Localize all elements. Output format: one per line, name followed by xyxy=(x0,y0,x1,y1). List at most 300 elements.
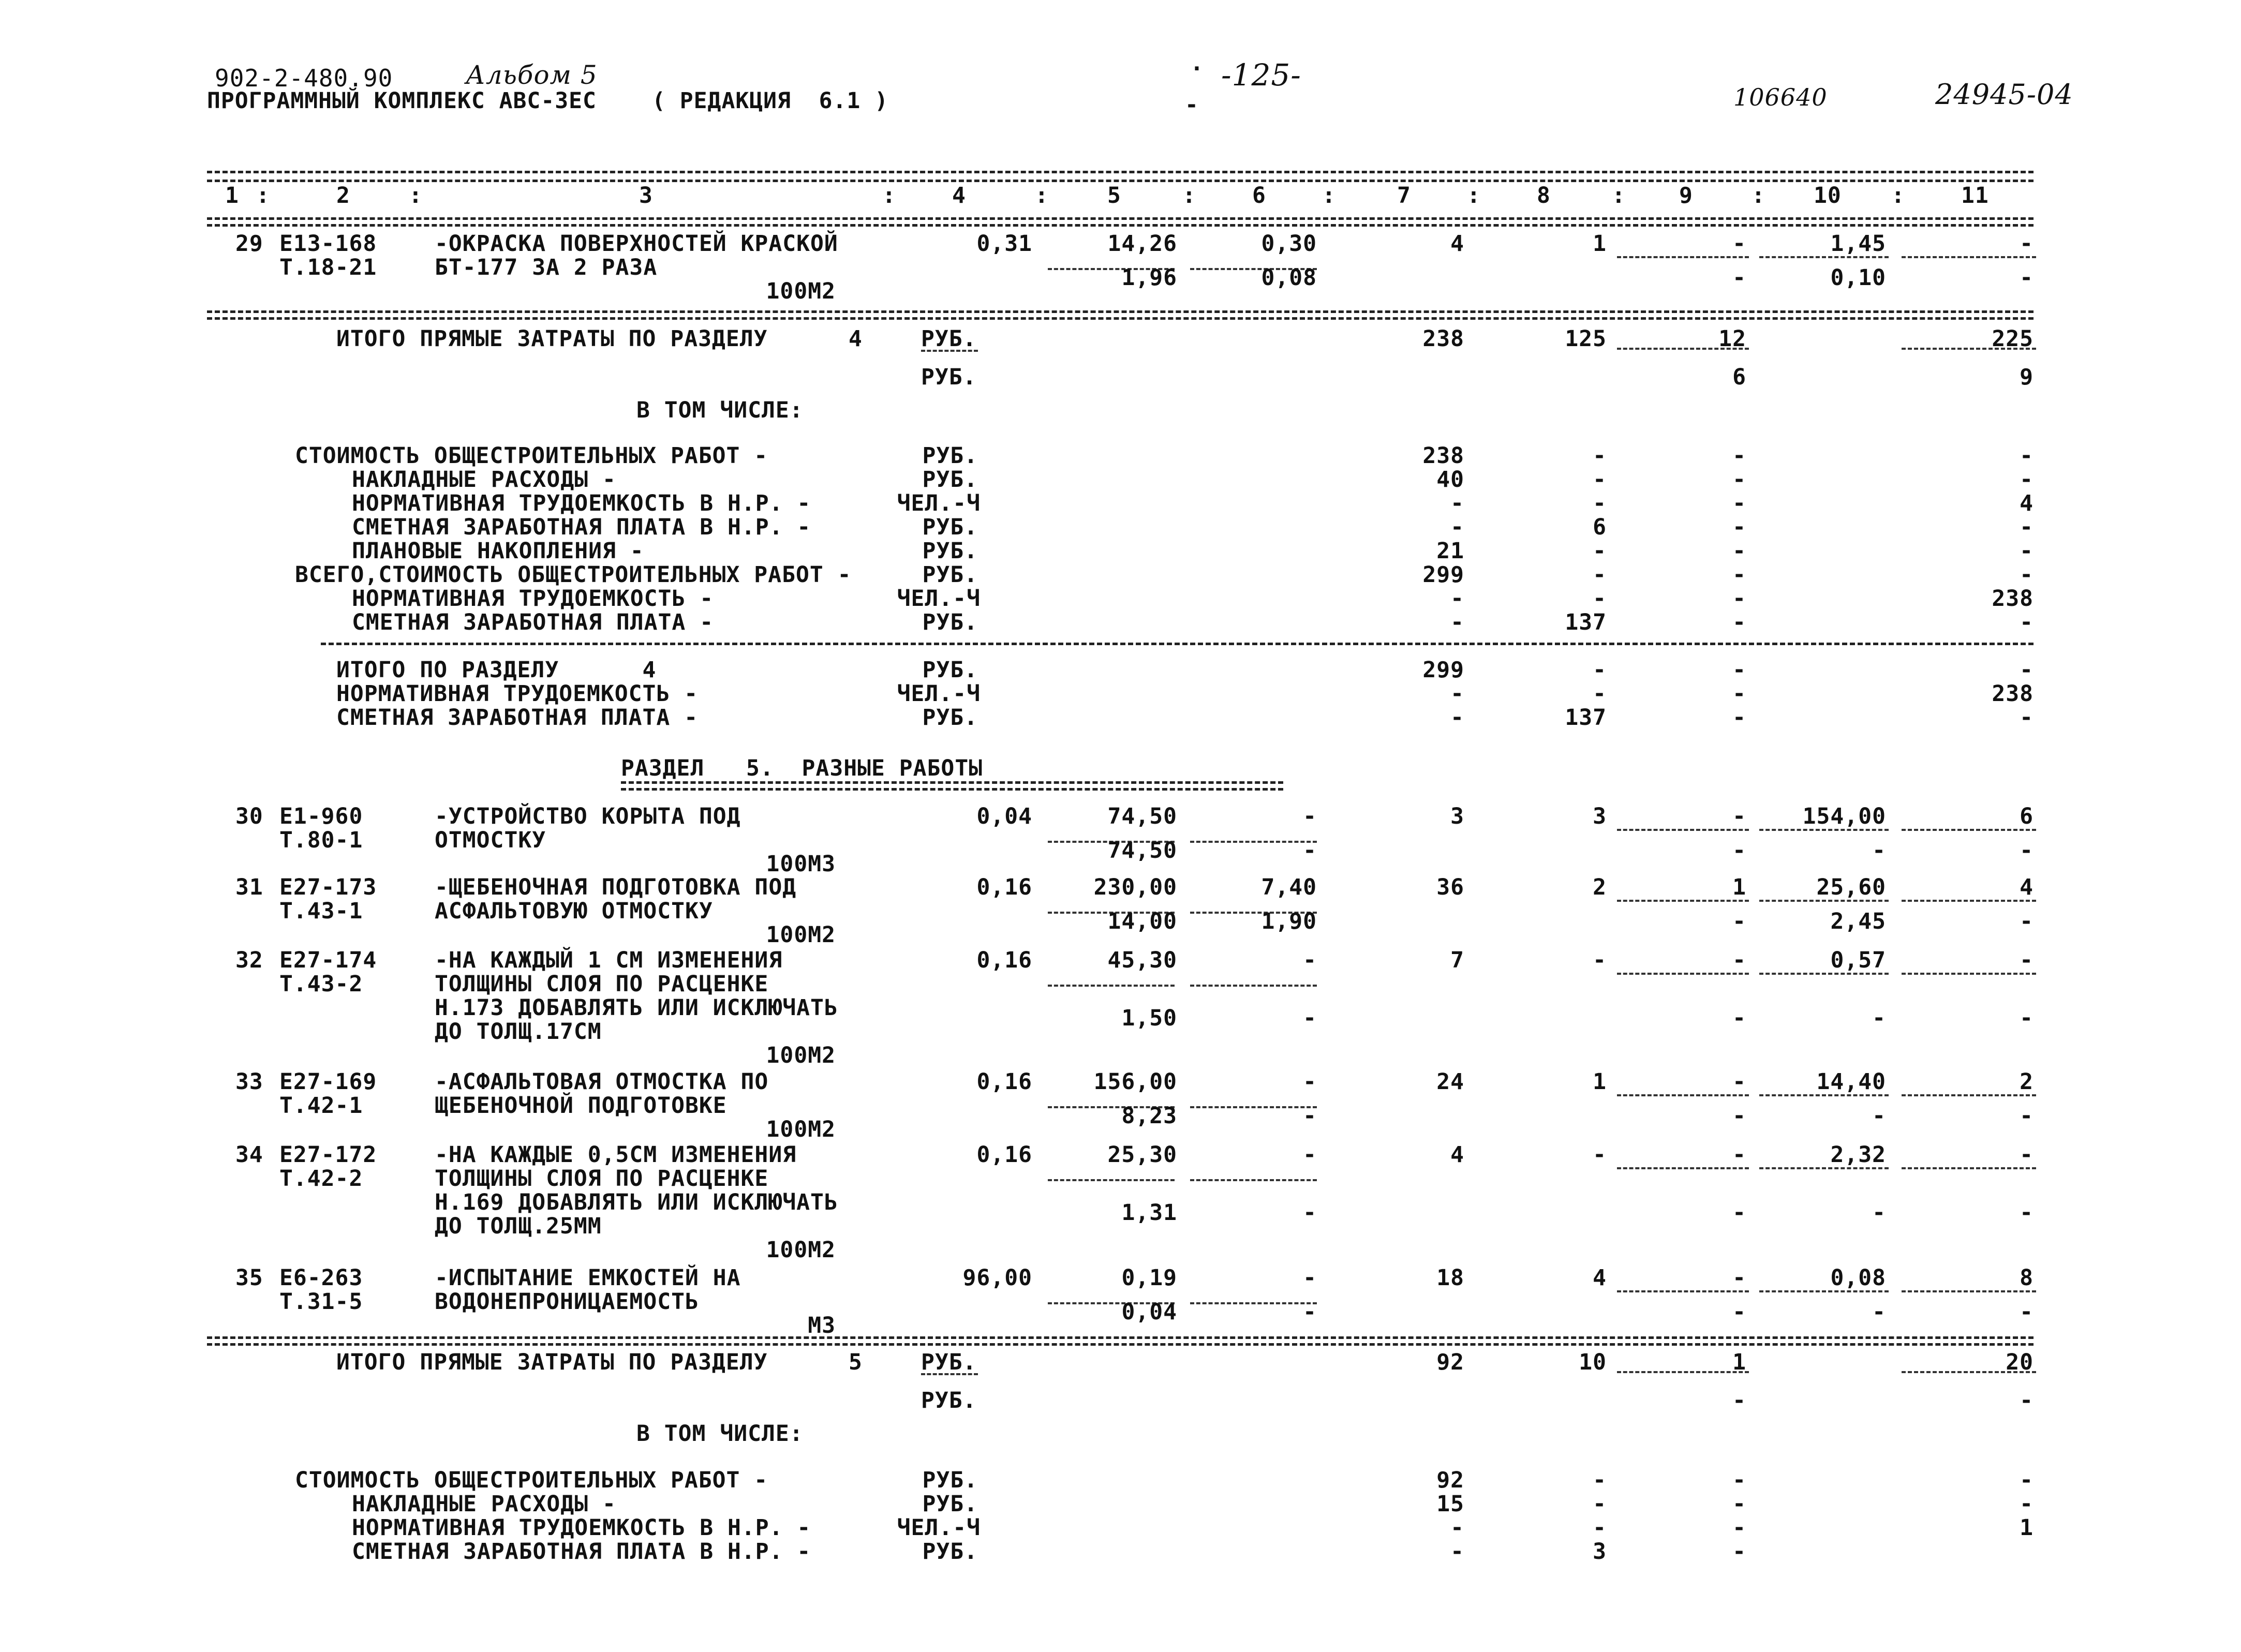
item-labor-total: - xyxy=(2020,1142,2034,1168)
summary-row-wage: - xyxy=(1593,443,1607,469)
column-subline xyxy=(1190,985,1317,987)
summary-row-label: НОРМАТИВНАЯ ТРУДОЕМКОСТЬ - xyxy=(352,586,714,612)
column-header-1: 1 xyxy=(225,183,239,209)
section-5-title-underline xyxy=(621,781,1283,791)
item-description: ТОЛЩИНЫ СЛОЯ ПО РАСЦЕНКЕ xyxy=(435,1166,769,1192)
item-quantity: 0,04 xyxy=(976,803,1032,829)
item-unit: М3 xyxy=(808,1313,836,1338)
column-subline xyxy=(1617,900,1749,902)
archive-code: 106640 xyxy=(1733,83,1828,111)
summary-row-unit: РУБ. xyxy=(922,1467,978,1493)
summary-row-labor: - xyxy=(2020,514,2034,540)
column-subline xyxy=(1617,973,1749,975)
column-subline xyxy=(1759,829,1889,831)
column-subline xyxy=(1617,1290,1749,1292)
column-subline xyxy=(1902,1290,2036,1292)
summary-row-wage: - xyxy=(1593,467,1607,493)
column-header-5: 5 xyxy=(1107,183,1121,209)
item-total-cost: 4 xyxy=(1450,1142,1464,1168)
item-machine-cost: - xyxy=(1303,947,1317,973)
item-labor-machine-total: - xyxy=(2020,1299,2034,1325)
summary-row-machine: - xyxy=(1732,538,1746,564)
item-labor-total: 8 xyxy=(2020,1265,2034,1291)
item-number: 35 xyxy=(235,1265,263,1291)
summary-row-label: НОРМАТИВНАЯ ТРУДОЕМКОСТЬ - xyxy=(336,681,699,707)
scan-mark: · xyxy=(1190,56,1204,82)
item-labor-norm: 0,08 xyxy=(1830,1265,1886,1291)
item-unit-wage: 74,50 xyxy=(1107,838,1177,864)
summary-row-label: НАКЛАДНЫЕ РАСХОДЫ - xyxy=(352,467,616,493)
unit-label: РУБ. xyxy=(921,364,977,390)
item-number: 31 xyxy=(235,874,263,900)
summary-row-unit: ЧЕЛ.-Ч xyxy=(897,490,981,516)
item-unit: 100М2 xyxy=(766,922,836,948)
item-description: ОТМОСТКУ xyxy=(435,827,546,853)
table-top-rule xyxy=(207,171,2034,173)
summary-row-unit: РУБ. xyxy=(922,1491,978,1517)
summary-row-wage: - xyxy=(1593,538,1607,564)
item-machine-wage-total: - xyxy=(1732,1200,1746,1226)
column-subline xyxy=(1048,985,1175,987)
direct-machine: 1 xyxy=(1732,1349,1746,1375)
unit-subline xyxy=(921,350,978,352)
section-number: 5 xyxy=(849,1349,863,1375)
item-machine-cost: - xyxy=(1303,1142,1317,1168)
summary-row-cost: - xyxy=(1450,609,1464,635)
unit-label: РУБ. xyxy=(921,326,977,352)
summary-row-machine: - xyxy=(1732,1467,1746,1493)
item-wage-total: 1 xyxy=(1593,1069,1607,1095)
column-header-4: 4 xyxy=(952,183,966,209)
item-number: 34 xyxy=(235,1142,263,1168)
section-number: 4 xyxy=(849,326,863,352)
item-description: Н.173 ДОБАВЛЯТЬ ИЛИ ИСКЛЮЧАТЬ xyxy=(435,995,838,1021)
item-labor-norm-machine: 2,45 xyxy=(1830,909,1886,934)
unit-label: РУБ. xyxy=(921,1349,977,1375)
item-description: Н.169 ДОБАВЛЯТЬ ИЛИ ИСКЛЮЧАТЬ xyxy=(435,1189,838,1215)
summary-row-unit: РУБ. xyxy=(922,705,978,731)
column-separator: : xyxy=(1891,183,1905,209)
summary-row-cost: - xyxy=(1450,681,1464,707)
column-subline xyxy=(1190,1179,1317,1181)
summary-row-machine: - xyxy=(1732,705,1746,731)
column-subline xyxy=(1190,1302,1317,1304)
item-code: Е27-172 xyxy=(279,1142,377,1168)
item-machine-wage: 0,08 xyxy=(1261,265,1317,291)
item-unit-cost: 74,50 xyxy=(1107,803,1177,829)
summary-row-label: СМЕТНАЯ ЗАРАБОТНАЯ ПЛАТА - xyxy=(352,609,714,635)
summary-row-machine: - xyxy=(1732,586,1746,612)
item-unit-wage: 1,96 xyxy=(1121,265,1177,291)
item-labor-norm-machine: 0,10 xyxy=(1830,265,1886,291)
item-machine-wage: - xyxy=(1303,1299,1317,1325)
summary-row-unit: РУБ. xyxy=(922,609,978,635)
item-unit-cost: 0,19 xyxy=(1121,1265,1177,1291)
summary-row-unit: ЧЕЛ.-Ч xyxy=(897,586,981,612)
item-wage-total: 4 xyxy=(1593,1265,1607,1291)
summary-row-machine: - xyxy=(1732,1539,1746,1565)
summary-row-label: СМЕТНАЯ ЗАРАБОТНАЯ ПЛАТА В Н.Р. - xyxy=(352,514,811,540)
summary-row-label: ВСЕГО,СТОИМОСТЬ ОБЩЕСТРОИТЕЛЬНЫХ РАБОТ - xyxy=(295,562,852,588)
item-labor-total: 4 xyxy=(2020,874,2034,900)
section-rule xyxy=(207,310,2034,320)
item-description: -ЩЕБЕНОЧНАЯ ПОДГОТОВКА ПОД xyxy=(435,874,797,900)
summary-row-label: НОРМАТИВНАЯ ТРУДОЕМКОСТЬ В Н.Р. - xyxy=(352,490,811,516)
column-separator: : xyxy=(1752,183,1765,209)
item-table-ref: Т.80-1 xyxy=(279,827,363,853)
item-labor-total: 6 xyxy=(2020,803,2034,829)
summary-row-wage: - xyxy=(1593,657,1607,683)
column-subline xyxy=(1902,256,2036,258)
summary-row-machine: - xyxy=(1732,609,1746,635)
item-total-cost: 36 xyxy=(1436,874,1464,900)
item-description: ДО ТОЛЩ.25ММ xyxy=(435,1213,602,1239)
summary-row-label: СМЕТНАЯ ЗАРАБОТНАЯ ПЛАТА - xyxy=(336,705,699,731)
item-machine-cost: - xyxy=(1303,1265,1317,1291)
section-direct-costs-label: ИТОГО ПРЯМЫЕ ЗАТРАТЫ ПО РАЗДЕЛУ xyxy=(336,1349,768,1375)
item-machine-total: - xyxy=(1732,803,1746,829)
item-description: -АСФАЛЬТОВАЯ ОТМОСТКА ПО xyxy=(435,1069,769,1095)
column-separator: : xyxy=(1467,183,1481,209)
item-quantity: 96,00 xyxy=(962,1265,1032,1291)
column-subline xyxy=(1190,841,1317,843)
unit-label: РУБ. xyxy=(921,1388,977,1413)
table-top-rule xyxy=(207,180,2034,182)
column-subline xyxy=(1902,973,2036,975)
column-header-11: 11 xyxy=(1961,183,1989,209)
direct-labor-machine: 9 xyxy=(2020,364,2034,390)
item-number: 29 xyxy=(235,231,263,257)
summary-row-unit: РУБ. xyxy=(922,467,978,493)
item-labor-machine-total: - xyxy=(2020,1200,2034,1226)
item-number: 30 xyxy=(235,803,263,829)
summary-row-wage: - xyxy=(1593,1467,1607,1493)
column-subline xyxy=(1617,348,1749,350)
column-separator: : xyxy=(1612,183,1626,209)
summary-row-cost: 15 xyxy=(1436,1491,1464,1517)
item-machine-cost: - xyxy=(1303,1069,1317,1095)
item-unit-cost: 230,00 xyxy=(1093,874,1177,900)
item-quantity: 0,16 xyxy=(976,947,1032,973)
summary-row-labor: - xyxy=(2020,562,2034,588)
item-description: АСФАЛЬТОВУЮ ОТМОСТКУ xyxy=(435,898,713,924)
item-table-ref: Т.43-1 xyxy=(279,898,363,924)
item-number: 32 xyxy=(235,947,263,973)
summary-row-label: НАКЛАДНЫЕ РАСХОДЫ - xyxy=(352,1491,616,1517)
summary-row-cost: 299 xyxy=(1422,657,1464,683)
edition-label: ( РЕДАКЦИЯ 6.1 ) xyxy=(652,88,889,114)
column-subline xyxy=(1617,1167,1749,1169)
item-unit: 100М2 xyxy=(766,1043,836,1068)
item-labor-machine-total: - xyxy=(2020,838,2034,864)
including-label: В ТОМ ЧИСЛЕ: xyxy=(636,1421,804,1447)
direct-machine-wage: - xyxy=(1732,1388,1746,1413)
summary-row-wage: 6 xyxy=(1593,514,1607,540)
summary-row-label: НОРМАТИВНАЯ ТРУДОЕМКОСТЬ В Н.Р. - xyxy=(352,1515,811,1541)
item-machine-total: - xyxy=(1732,1265,1746,1291)
column-subline xyxy=(1617,1094,1749,1096)
summary-row-labor: - xyxy=(2020,467,2034,493)
section-5-title: РАЗДЕЛ 5. РАЗНЫЕ РАБОТЫ xyxy=(621,755,983,781)
item-labor-norm-machine: - xyxy=(1872,1200,1886,1226)
item-description: -НА КАЖДЫЕ 0,5СМ ИЗМЕНЕНИЯ xyxy=(435,1142,797,1168)
item-machine-wage-total: - xyxy=(1732,265,1746,291)
item-code: Е1-960 xyxy=(279,803,363,829)
item-table-ref: Т.18-21 xyxy=(279,255,377,280)
item-labor-machine-total: - xyxy=(2020,1103,2034,1129)
unit-subline xyxy=(921,1373,978,1375)
column-header-10: 10 xyxy=(1814,183,1842,209)
summary-row-labor: - xyxy=(2020,657,2034,683)
summary-row-wage: 137 xyxy=(1565,609,1607,635)
album-label: Альбом 5 xyxy=(466,60,598,90)
scan-mark: - xyxy=(1185,92,1199,118)
header-bottom-rule xyxy=(207,217,2034,227)
item-labor-norm: 2,32 xyxy=(1830,1142,1886,1168)
item-wage-total: - xyxy=(1593,1142,1607,1168)
item-machine-wage: - xyxy=(1303,1005,1317,1031)
item-labor-norm: 14,40 xyxy=(1816,1069,1886,1095)
item-labor-norm-machine: - xyxy=(1872,1103,1886,1129)
item-labor-norm-machine: - xyxy=(1872,1005,1886,1031)
item-machine-wage: - xyxy=(1303,1200,1317,1226)
item-code: Е27-173 xyxy=(279,874,377,900)
sheet-code: 24945-04 xyxy=(1935,78,2073,111)
column-separator: : xyxy=(1035,183,1049,209)
item-wage-total: 3 xyxy=(1593,803,1607,829)
section-direct-costs-label: ИТОГО ПРЯМЫЕ ЗАТРАТЫ ПО РАЗДЕЛУ xyxy=(336,326,768,352)
item-description: -ОКРАСКА ПОВЕРХНОСТЕЙ КРАСКОЙ xyxy=(435,231,838,257)
item-unit-cost: 25,30 xyxy=(1107,1142,1177,1168)
column-header-6: 6 xyxy=(1252,183,1266,209)
column-subline xyxy=(1759,900,1889,902)
summary-row-cost: - xyxy=(1450,586,1464,612)
column-subline xyxy=(1902,1371,2036,1373)
item-total-cost: 3 xyxy=(1450,803,1464,829)
summary-row-labor: 238 xyxy=(1992,681,2034,707)
item-table-ref: Т.31-5 xyxy=(279,1289,363,1315)
item-unit: 100М2 xyxy=(766,278,836,304)
summary-row-machine: - xyxy=(1732,657,1746,683)
item-labor-machine-total: - xyxy=(2020,1005,2034,1031)
item-labor-machine-total: - xyxy=(2020,909,2034,934)
column-header-7: 7 xyxy=(1397,183,1411,209)
item-total-cost: 7 xyxy=(1450,947,1464,973)
summary-row-machine: - xyxy=(1732,467,1746,493)
item-labor-total: - xyxy=(2020,947,2034,973)
summary-row-labor: 1 xyxy=(2020,1515,2034,1541)
column-header-9: 9 xyxy=(1679,183,1693,209)
column-subline xyxy=(1617,829,1749,831)
item-unit-wage: 0,04 xyxy=(1121,1299,1177,1325)
summary-row-machine: - xyxy=(1732,490,1746,516)
summary-row-cost: - xyxy=(1450,514,1464,540)
column-subline xyxy=(1048,1179,1175,1181)
direct-labor: 225 xyxy=(1992,326,2034,352)
column-subline xyxy=(1902,900,2036,902)
summary-row-cost: - xyxy=(1450,1539,1464,1565)
item-description: ТОЛЩИНЫ СЛОЯ ПО РАСЦЕНКЕ xyxy=(435,971,769,997)
direct-labor: 20 xyxy=(2006,1349,2034,1375)
item-unit: 100М2 xyxy=(766,1237,836,1263)
item-machine-cost: 7,40 xyxy=(1261,874,1317,900)
item-unit: 100М2 xyxy=(766,1117,836,1142)
summary-row-machine: - xyxy=(1732,514,1746,540)
doc-code: 902-2-480.90 xyxy=(215,64,393,92)
summary-row-cost: - xyxy=(1450,705,1464,731)
summary-row-labor: - xyxy=(2020,609,2034,635)
summary-row-wage: - xyxy=(1593,681,1607,707)
item-machine-cost: - xyxy=(1303,803,1317,829)
summary-row-machine: - xyxy=(1732,1491,1746,1517)
direct-machine: 12 xyxy=(1718,326,1746,352)
summary-row-labor: - xyxy=(2020,705,2034,731)
column-subline xyxy=(1617,1371,1749,1373)
summary-row-unit: ЧЕЛ.-Ч xyxy=(897,681,981,707)
item-table-ref: Т.42-2 xyxy=(279,1166,363,1192)
column-separator: : xyxy=(882,183,896,209)
summary-row-cost: 92 xyxy=(1436,1467,1464,1493)
summary-row-labor: - xyxy=(2020,538,2034,564)
item-machine-total: - xyxy=(1732,1142,1746,1168)
item-description: БТ-177 ЗА 2 РАЗА xyxy=(435,255,658,280)
item-unit-wage: 1,50 xyxy=(1121,1005,1177,1031)
direct-machine-wage: 6 xyxy=(1732,364,1746,390)
summary-row-unit: РУБ. xyxy=(922,514,978,540)
item-code: Е13-168 xyxy=(279,231,377,257)
summary-row-wage: - xyxy=(1593,562,1607,588)
summary-row-cost: 40 xyxy=(1436,467,1464,493)
item-description: -НА КАЖДЫЙ 1 СМ ИЗМЕНЕНИЯ xyxy=(435,947,783,973)
item-labor-norm-machine: - xyxy=(1872,838,1886,864)
item-machine-wage-total: - xyxy=(1732,1299,1746,1325)
direct-total: 92 xyxy=(1436,1349,1464,1375)
summary-row-cost: 299 xyxy=(1422,562,1464,588)
item-quantity: 0,16 xyxy=(976,1142,1032,1168)
item-machine-total: - xyxy=(1732,1069,1746,1095)
summary-row-unit: РУБ. xyxy=(922,538,978,564)
program-title: ПРОГРАММНЫЙ КОМПЛЕКС АВС-3ЕС xyxy=(207,88,597,114)
summary-row-machine: - xyxy=(1732,681,1746,707)
summary-row-machine: - xyxy=(1732,1515,1746,1541)
column-separator: : xyxy=(256,183,270,209)
item-table-ref: Т.43-2 xyxy=(279,971,363,997)
item-wage-total: 2 xyxy=(1593,874,1607,900)
item-machine-wage: - xyxy=(1303,838,1317,864)
item-labor-norm: 25,60 xyxy=(1816,874,1886,900)
summary-row-label: СТОИМОСТЬ ОБЩЕСТРОИТЕЛЬНЫХ РАБОТ - xyxy=(295,443,768,469)
item-total-cost: 18 xyxy=(1436,1265,1464,1291)
summary-row-machine: - xyxy=(1732,443,1746,469)
summary-row-labor: - xyxy=(2020,1467,2034,1493)
column-subline xyxy=(1617,256,1749,258)
summary-row-labor: - xyxy=(2020,443,2034,469)
column-subline xyxy=(1902,829,2036,831)
item-description: ДО ТОЛЩ.17СМ xyxy=(435,1019,602,1045)
item-labor-norm: 0,57 xyxy=(1830,947,1886,973)
item-code: Е27-169 xyxy=(279,1069,377,1095)
item-machine-total: - xyxy=(1732,947,1746,973)
column-subline xyxy=(1759,1167,1889,1169)
item-code: Е27-174 xyxy=(279,947,377,973)
item-machine-wage-total: - xyxy=(1732,838,1746,864)
column-subline xyxy=(1902,1167,2036,1169)
column-subline xyxy=(1759,256,1889,258)
summary-row-label: ПЛАНОВЫЕ НАКОПЛЕНИЯ - xyxy=(352,538,644,564)
summary-row-unit: РУБ. xyxy=(922,657,978,683)
summary-row-unit: РУБ. xyxy=(922,1539,978,1565)
item-unit-cost: 14,26 xyxy=(1107,231,1177,257)
summary-row-labor: 238 xyxy=(1992,586,2034,612)
item-unit-cost: 45,30 xyxy=(1107,947,1177,973)
summary-row-label: СМЕТНАЯ ЗАРАБОТНАЯ ПЛАТА В Н.Р. - xyxy=(352,1539,811,1565)
item-unit-wage: 14,00 xyxy=(1107,909,1177,934)
section-rule xyxy=(207,1336,2034,1346)
column-subline xyxy=(1759,1094,1889,1096)
item-machine-wage-total: - xyxy=(1732,1005,1746,1031)
summary-row-wage: - xyxy=(1593,586,1607,612)
summary-row-machine: - xyxy=(1732,562,1746,588)
item-total-cost: 4 xyxy=(1450,231,1464,257)
item-machine-cost: 0,30 xyxy=(1261,231,1317,257)
summary-row-wage: - xyxy=(1593,1515,1607,1541)
summary-row-labor: 4 xyxy=(2020,490,2034,516)
item-labor-norm-machine: - xyxy=(1872,1299,1886,1325)
summary-row-cost: 238 xyxy=(1422,443,1464,469)
item-labor-total: - xyxy=(2020,231,2034,257)
item-total-cost: 24 xyxy=(1436,1069,1464,1095)
item-labor-norm: 1,45 xyxy=(1830,231,1886,257)
item-description: ЩЕБЕНОЧНОЙ ПОДГОТОВКЕ xyxy=(435,1093,727,1119)
direct-total: 238 xyxy=(1422,326,1464,352)
column-subline xyxy=(1902,348,2036,350)
item-wage-total: 1 xyxy=(1593,231,1607,257)
summary-row-unit: РУБ. xyxy=(922,443,978,469)
item-machine-wage-total: - xyxy=(1732,1103,1746,1129)
item-machine-wage: 1,90 xyxy=(1261,909,1317,934)
column-header-3: 3 xyxy=(639,183,653,209)
item-wage-total: - xyxy=(1593,947,1607,973)
including-label: В ТОМ ЧИСЛЕ: xyxy=(636,397,804,423)
item-number: 33 xyxy=(235,1069,263,1095)
item-labor-total: 2 xyxy=(2020,1069,2034,1095)
summary-row-cost: 21 xyxy=(1436,538,1464,564)
item-machine-total: - xyxy=(1732,231,1746,257)
column-subline xyxy=(1759,973,1889,975)
column-separator: : xyxy=(1182,183,1196,209)
page-number: -125- xyxy=(1221,57,1301,93)
summary-row-wage: - xyxy=(1593,1491,1607,1517)
summary-row-wage: 3 xyxy=(1593,1539,1607,1565)
summary-row-wage: - xyxy=(1593,490,1607,516)
direct-wage: 10 xyxy=(1579,1349,1607,1375)
item-description: -ИСПЫТАНИЕ ЕМКОСТЕЙ НА xyxy=(435,1265,741,1291)
item-quantity: 0,16 xyxy=(976,1069,1032,1095)
summary-row-wage: 137 xyxy=(1565,705,1607,731)
item-description: -УСТРОЙСТВО КОРЫТА ПОД xyxy=(435,803,741,829)
item-quantity: 0,16 xyxy=(976,874,1032,900)
item-unit-wage: 1,31 xyxy=(1121,1200,1177,1226)
summary-row-unit: РУБ. xyxy=(922,562,978,588)
summary-row-unit: ЧЕЛ.-Ч xyxy=(897,1515,981,1541)
column-subline xyxy=(1902,1094,2036,1096)
item-unit-wage: 8,23 xyxy=(1121,1103,1177,1129)
item-machine-wage: - xyxy=(1303,1103,1317,1129)
summary-row-label: СТОИМОСТЬ ОБЩЕСТРОИТЕЛЬНЫХ РАБОТ - xyxy=(295,1467,768,1493)
item-code: Е6-263 xyxy=(279,1265,363,1291)
item-table-ref: Т.42-1 xyxy=(279,1093,363,1119)
column-separator: : xyxy=(1322,183,1336,209)
